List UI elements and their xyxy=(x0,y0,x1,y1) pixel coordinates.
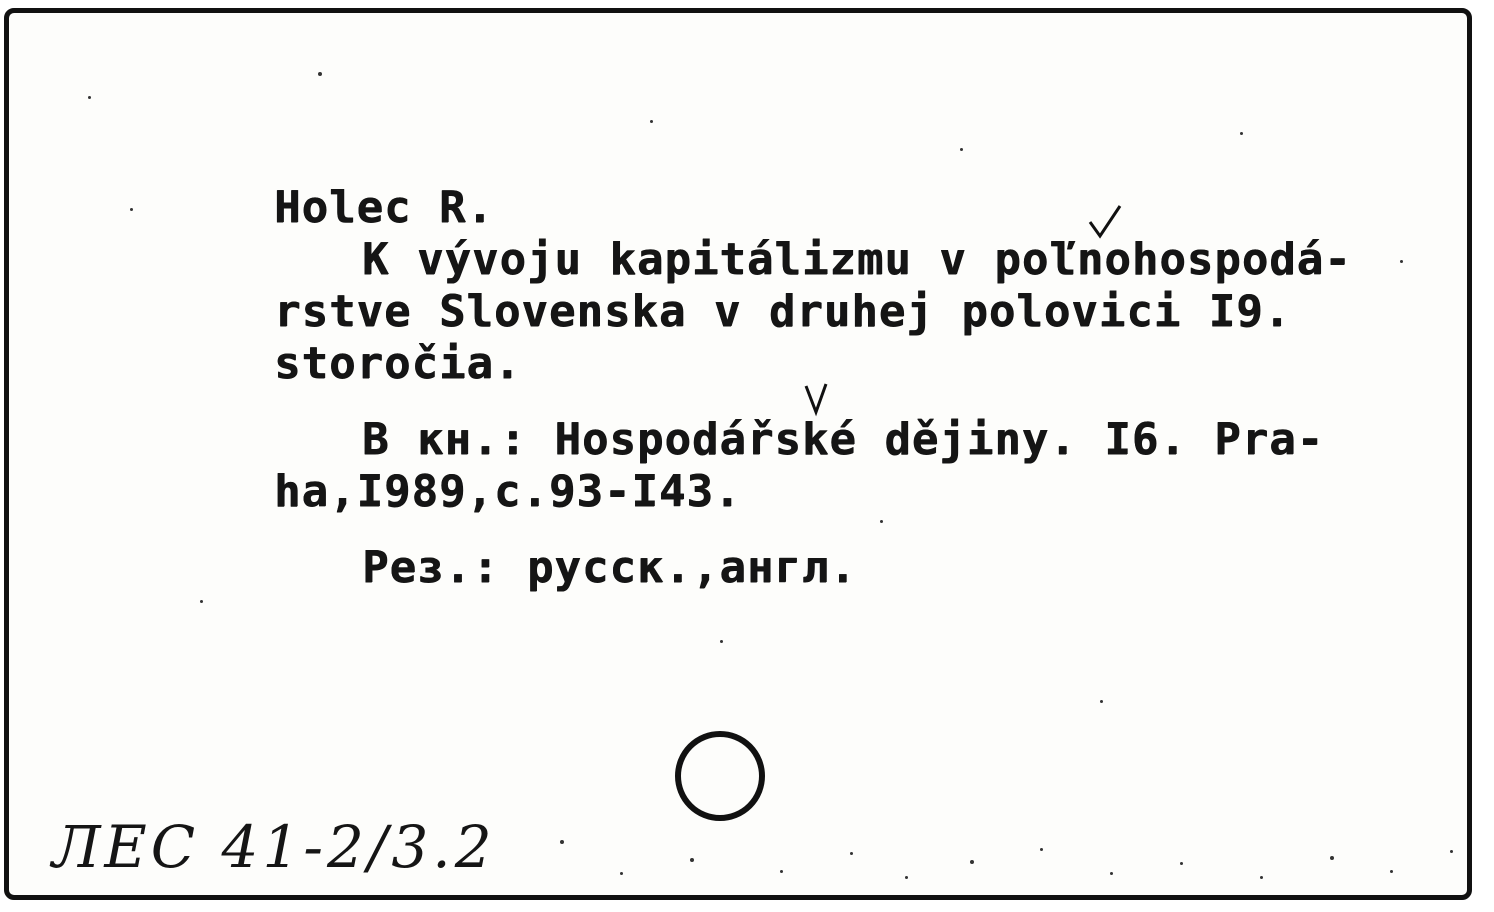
check-mark-icon xyxy=(1090,206,1120,236)
punch-hole-icon xyxy=(678,734,762,818)
handwritten-shelf-mark: ЛЕС 41-2/3.2 xyxy=(52,813,496,881)
source-line-2: ha,I989,с.93-I43. xyxy=(274,466,742,517)
author-line: Holec R. xyxy=(274,182,494,233)
summary-languages-line: Рез.: русск.,англ. xyxy=(362,542,857,593)
source-line-1: В кн.: Hospodářské dějiny. I6. Pra- xyxy=(362,414,1325,465)
title-line-2: rstve Slovenska v druhej polovici I9. xyxy=(274,286,1292,337)
title-line-3: storočia. xyxy=(274,338,522,389)
check-mark-icon xyxy=(806,384,826,412)
title-line-1: K vývoju kapitálizmu v poľnohospodá- xyxy=(362,234,1352,285)
